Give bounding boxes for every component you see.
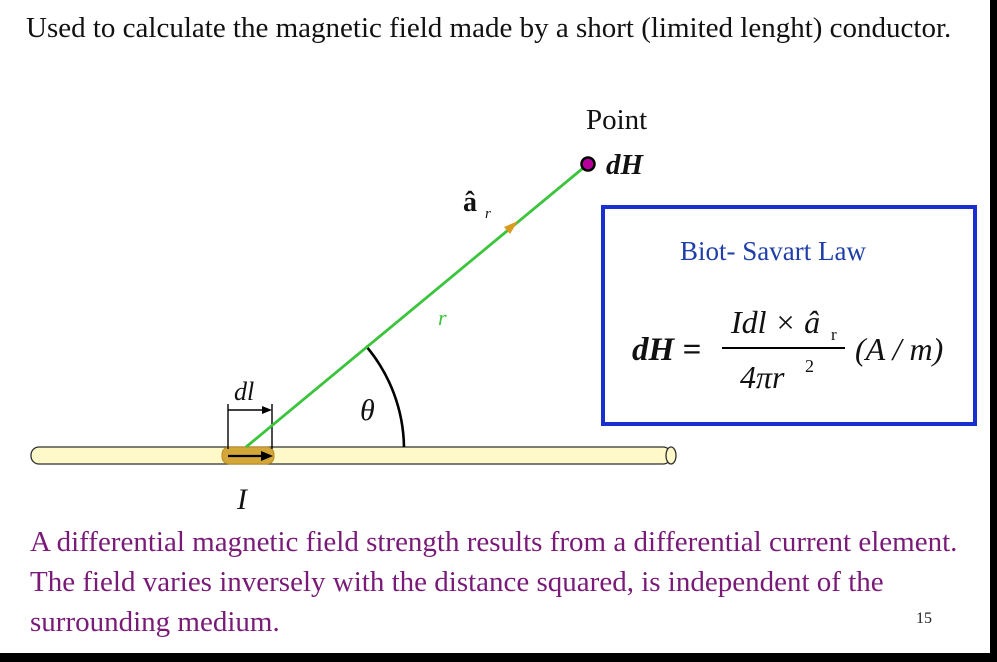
conductor-end-cap xyxy=(666,447,676,464)
point-label: Point xyxy=(586,104,648,136)
formula-denominator: 4πr xyxy=(740,359,785,395)
distance-line xyxy=(246,164,588,447)
conductor-rod xyxy=(31,447,671,464)
explanation-text: A differential magnetic field strength results from a differential current element. The field varies inversely with the distance squared, is independent of the surrounding medium. xyxy=(30,526,958,638)
formula-title: Biot- Savart Law xyxy=(680,236,866,266)
formula-lhs: dH = xyxy=(632,332,702,368)
formula-units: (A / m) xyxy=(855,331,944,367)
formula-numerator: Idl × â xyxy=(731,304,821,340)
current-label: I xyxy=(237,483,247,516)
unit-vector-subscript: r xyxy=(485,206,491,222)
element-label: dl xyxy=(234,377,255,406)
formula-denominator-superscript: 2 xyxy=(805,356,814,376)
page-number: 15 xyxy=(916,610,932,627)
field-point xyxy=(582,158,595,171)
dl-dimension-arrow xyxy=(262,406,272,414)
angle-label: θ xyxy=(360,394,375,427)
unit-vector-label: â xyxy=(463,187,477,218)
formula-numerator-subscript: r xyxy=(831,325,837,344)
intro-text: Used to calculate the magnetic field made by a short (limited lenght) conductor. xyxy=(26,12,952,44)
distance-label: r xyxy=(438,305,447,330)
field-label: dH xyxy=(606,149,644,181)
